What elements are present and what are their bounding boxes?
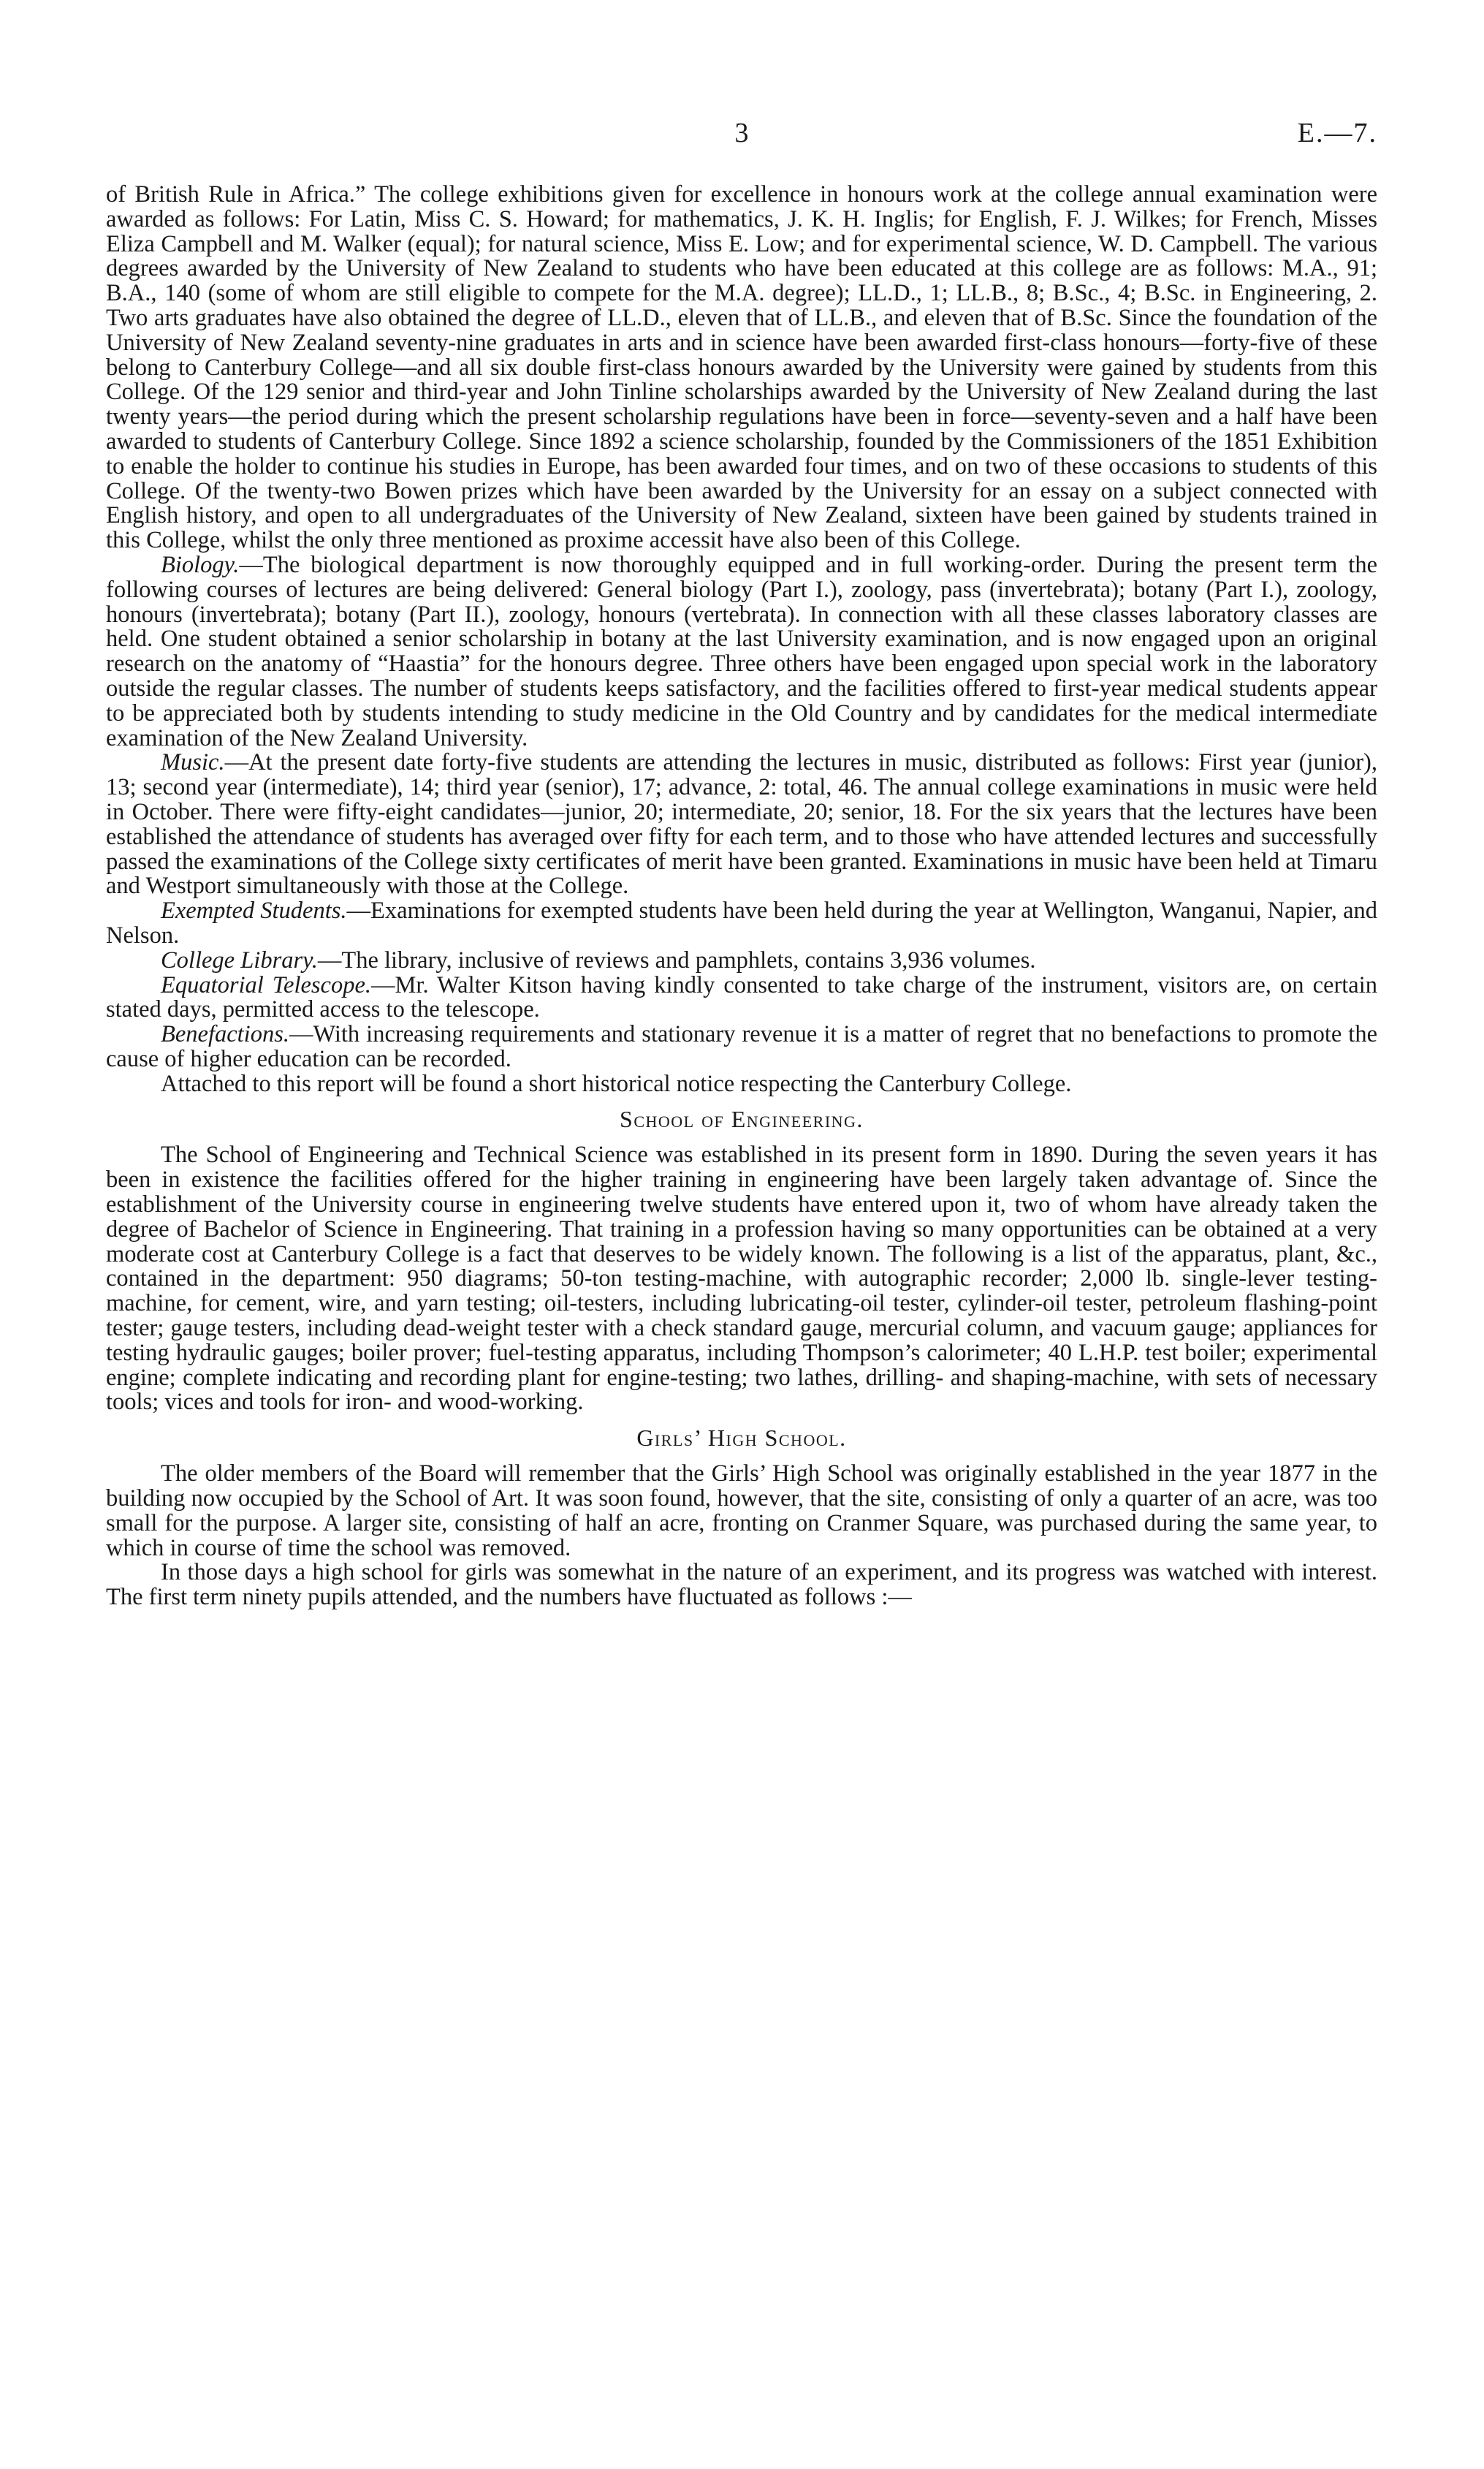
paragraph-girls-history: The older members of the Board will remember that the Girls’ High School was originally established in the year 1877 in the building now occupied by the School of Art. It was soon found, however, that the site, consisting of only a quarter of an acre, was too small for the purpose. A larger site, consisting of half an acre, fronting on Cranmer Square, was purchased during the same year, to which in course of time the school was removed. — [106, 1460, 1377, 1561]
paragraph-lead: College Library. — [161, 947, 318, 974]
paragraph-text: —The biological department is now thoroughly equipped and in full working-order. During the present term the following courses of lectures are being delivered: General biology (Part I.), zoology, pass (invertebrata); botany (Part I.), zoology, honours (invertebrata); botany (Part II.), zoology, honours (vertebrata). In connection with all these classes laboratory classes are held. One student obtained a senior scholarship in botany at the last University examination, and is now engaged upon an original research on the anatomy of “Haastia” for the honours degree. Three others have been engaged upon special work in the laboratory outside the regular classes. The number of students keeps satisfactory, and the facilities offered to first-year medical students appear to be appreciated both by students intending to study medicine in the Old Country and by candidates for the medical intermediate examination of the New Zealand University. — [106, 551, 1377, 751]
paragraph-lead: Equatorial Telescope. — [161, 971, 372, 998]
paragraph-college-library — [106, 949, 1377, 974]
paragraph-continuation — [106, 183, 1377, 553]
paragraph-text: —With increasing requirements and stationary revenue it is a matter of regret that no benefactions to promote the cause of higher education can be recorded. — [106, 1021, 1377, 1072]
paragraph-lead: Music. — [161, 749, 225, 776]
paragraph-equatorial-telescope — [106, 971, 1377, 1023]
paragraph-girls-progress: In those days a high school for girls was somewhat in the nature of an experiment, and its progress was watched with interest. The first term ninety pupils attended, and the numbers have fluctuated as follows :— — [106, 1559, 1377, 1611]
paragraph-lead: Exempted Students. — [161, 898, 347, 925]
paragraph-text: Attached to this report will be found a short historical notice respecting the Canterbury College. — [161, 1070, 1072, 1097]
page-header — [106, 117, 1377, 153]
paragraph-lead: Biology. — [161, 551, 240, 578]
paragraph-music — [106, 751, 1377, 899]
paragraph-benefactions — [106, 1023, 1377, 1072]
paragraph-exempted-students — [106, 899, 1377, 949]
paragraph-attached-notice — [106, 1072, 1377, 1097]
section-heading-engineering: School of Engineering. — [620, 1106, 864, 1133]
paragraph-biology — [106, 553, 1377, 751]
paragraph-text: —Mr. Walter Kitson having kindly consented to take charge of the instrument, visitors are, on certain stated days, permitted access to the telescope. — [106, 971, 1377, 1023]
paragraph-engineering: The School of Engineering and Technical Science was established in its present form in 1890. During the seven years it has been in existence the facilities offered for the higher training in engineering have been largely taken advantage of. Since the establishment of the University course in engineering twelve students have entered upon it, two of whom have already taken the degree of Bachelor of Science in Engineering. That training in a profession having so many opportunities can be obtained at a very moderate cost at Canterbury College is a fact that deserves to be widely known. The following is a list of the apparatus, plant, &c., contained in the department: 950 diagrams; 50-ton testing-machine, with autographic recorder; 2,000 lb. single-lever testing-machine, for cement, wire, and yarn testing; oil-testers, including lubricating-oil tester, cylinder-oil tester, petroleum flashing-point tester; gauge testers, including dead-weight tester with a check standard gauge, mercurial column, and vacuum gauge; appliances for testing hydraulic gauges; boiler prover; fuel-testing apparatus, including Thompson’s calorimeter; 40 L.H.P. test boiler; experimental engine; complete indicating and recording plant for engine-testing; two lathes, drilling- and shaping-machine, with sets of necessary tools; vices and tools for iron- and wood-working. — [106, 1142, 1377, 1416]
paragraph-text: —The library, inclusive of reviews and pamphlets, contains 3,936 volumes. — [317, 947, 1036, 974]
paragraph-lead: Benefactions. — [161, 1021, 289, 1048]
paragraph-text: —At the present date forty-five students are attending the lectures in music, distributed as follows: First year (junior), 13; second year (intermediate), 14; third year (senior), 17; advance, 2: total, 46. The annual college examinations in music were held in October. There were fifty-eight candidates—junior, 20; intermediate, 20; senior, 18. For the six years that the lectures have been established the attendance of students has averaged over fifty for each term, and to those who have attended lectures and successfully passed the examinations of the College sixty certificates of merit have been granted. Examinations in music have been held at Timaru and Westport simultaneously with those at the College. — [106, 749, 1377, 900]
document-reference: E.—7. — [1297, 118, 1377, 148]
section-heading-girls-high-school: Girls’ High School. — [636, 1425, 847, 1452]
paragraph-text: of British Rule in Africa.” The college exhibitions given for excellence in honours work at the college annual examination were awarded as follows: For Latin, Miss C. S. Howard; for mathematics, J. K. H. Inglis; for English, F. J. Wilkes; for French, Misses Eliza Campbell and M. Walker (equal); for natural science, Miss E. Low; and for experimental science, W. D. Campbell. The various degrees awarded by the University of New Zealand to students who have been educated at this college are as follows: M.A., 91; B.A., 140 (some of whom are still eligible to compete for the M.A. degree); LL.D., 1; LL.B., 8; B.Sc., 4; B.Sc. in Engineering, 2. Two arts graduates have also obtained the degree of LL.D., eleven that of LL.B., and eleven that of B.Sc. Since the foundation of the University of New Zealand seventy-nine graduates in arts and in science have been awarded first-class honours—forty-five of these belong to Canterbury College—and all six double first-class honours awarded by the University were gained by students from this College. Of the 129 senior and third-year and John Tinline scholarships awarded by the University of New Zealand during the last twenty years—the period during which the present scholarship regulations have been in force—seventy-seven and a half have been awarded to students of Canterbury College. Since 1892 a science scholarship, founded by the Commissioners of the 1851 Exhibition to enable the holder to continue his studies in Europe, has been awarded four times, and on two of these occasions to students of this College. Of the twenty-two Bowen prizes which have been awarded by the University for an essay on a subject connected with English history, and open to all undergraduates of the University of New Zealand, sixteen have been gained by students trained in this College, whilst the only three mentioned as proxime accessit have also been of this College. — [106, 181, 1377, 554]
page-number: 3 — [734, 118, 749, 148]
paragraph-text: —Examinations for exempted students have been held during the year at Wellington, Wanganui, Napier, and Nelson. — [106, 898, 1377, 949]
document-body — [106, 183, 1377, 1610]
